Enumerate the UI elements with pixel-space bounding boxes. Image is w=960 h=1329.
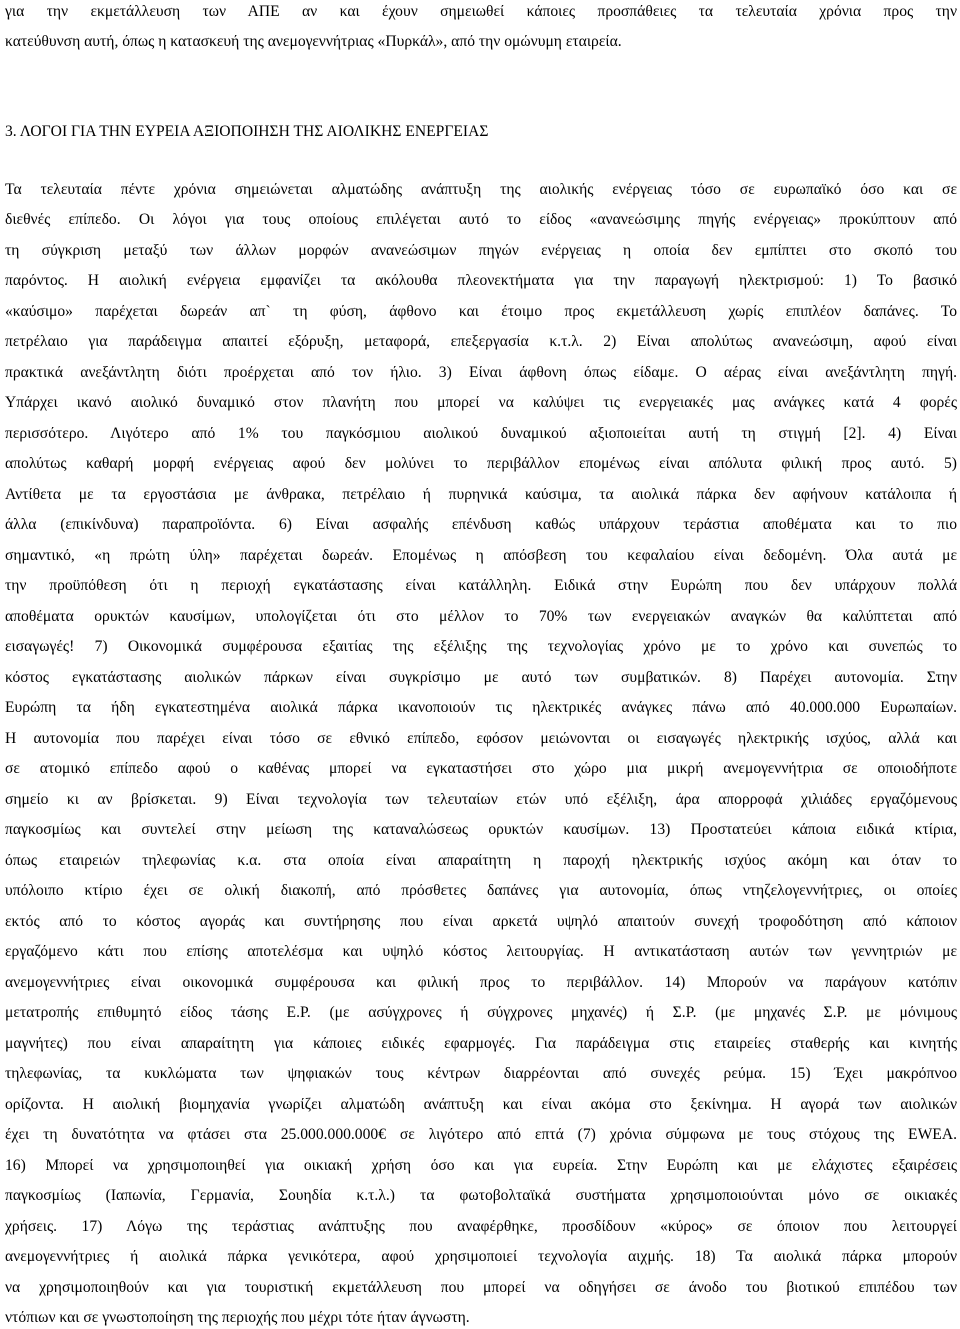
- body-line: πετρέλαιο για παράδειγμα απαιτεί εξόρυξη, μεταφορά, επεξεργασία κ.τ.λ. 2) Είναι απολύτως ανανεώσιμη, αφού είναι: [5, 333, 957, 350]
- body-line: Υπάρχει ικανό αιολικό δυναμικό στον πλανήτη που μπορεί να καλύψει τις ενεργειακές μας ανάγκες κατά 4 φορές: [5, 394, 957, 411]
- body-line: Τα τελευταία πέντε χρόνια σημειώνεται αλματώδης ανάπτυξη της αιολικής ενέργειας τόσο σε ευρωπαϊκό όσο και σε: [5, 181, 957, 198]
- body-line: Ευρώπη τα ήδη εγκατεστημένα αιολικά πάρκα ικανοποιούν τις ηλεκτρικές ανάγκες πάνω από 40.000.000 Ευρωπαίων.: [5, 699, 957, 716]
- body-line: περισσότερο. Λιγότερο από 1% του παγκόσμιου αιολικού δυναμικού αξιοποιείται αυτή τη στιγμή [2]. 4) Είναι: [5, 425, 957, 442]
- body-line: την προϋπόθεση ότι η περιοχή εγκατάστασης είναι κατάλληλη. Ειδικά στην Ευρώπη που δεν υπάρχουν πολλά: [5, 577, 957, 594]
- body-line: απολύτως καθαρή μορφή ενέργειας αφού δεν μολύνει το περιβάλλον επομένως είναι απόλυτα φιλική προς αυτό. 5): [5, 455, 957, 472]
- body-line: 16) Μπορεί να χρησιμοποιηθεί για οικιακή χρήση όσο και για ευρεία. Στην Ευρώπη και με ελάχιστες εξαιρέσεις: [5, 1157, 957, 1174]
- intro-line: για την εκμετάλλευση των ΑΠΕ αν και έχουν σημειωθεί κάποιες προσπάθειες τα τελευταία χρόνια προς την: [5, 3, 957, 20]
- body-line: μαγνήτες) που είναι απαραίτητη για κάποιες ειδικές εφαρμογές. Για παράδειγμα στις εταιρείες σταθερής και κινητής: [5, 1035, 957, 1052]
- body-line: «καύσιμο» παρέχεται δωρεάν απ` τη φύση, άφθονο και έτοιμο προς εκμετάλλευση χωρίς επιπλέον δαπάνες. Το: [5, 303, 957, 320]
- body-line: ανεμογεννήτριες είναι οικονομικά συμφέρουσα και φιλική προς το περιβάλλον. 14) Μπορούν να παράγουν κατόπιν: [5, 974, 957, 991]
- body-line: παρόντος. Η αιολική ενέργεια εμφανίζει τα ακόλουθα πλεονεκτήματα για την παραγωγή ηλεκτρισμού: 1) Το βασικό: [5, 272, 957, 289]
- body-line: ανεμογεννήτριες ή αιολικά πάρκα γενικότερα, αφού χρησιμοποιεί τεχνολογία αιχμής. 18) Τα αιολικά πάρκα μπορούν: [5, 1248, 957, 1265]
- body-line: τηλεφωνίας, τα κυκλώματα των ψηφιακών τους κέντρων διαρρέονται από συνεχές ρεύμα. 15) Έχει μακρόπνοο: [5, 1065, 957, 1082]
- body-line: χρήσεις. 17) Λόγω της τεράστιας ανάπτυξης που αναφέρθηκε, προσδίδουν «κύρος» σε όποιον που λειτουργεί: [5, 1218, 957, 1235]
- body-line: διεθνές επίπεδο. Οι λόγοι για τους οποίους επιλέγεται αυτό το είδος «ανανεώσιμης πηγής ενέργειας» προκύπτουν από: [5, 211, 957, 228]
- intro-line: κατεύθυνση αυτή, όπως η κατασκευή της ανεμογεννήτριας «Πυρκάλ», από την ομώνυμη εταιρεία.: [5, 33, 622, 50]
- body-line: ορίζοντα. Η αιολική βιομηχανία γνωρίζει αλματώδη ανάπτυξη και είναι ακόμα στο ξεκίνημα. Η αγορά των αιολικών: [5, 1096, 957, 1113]
- body-line: όπως εταιρειών τηλεφωνίας κ.α. στα οποία είναι απαραίτητη η παροχή ηλεκτρικής ισχύος ακόμη και όταν το: [5, 852, 957, 869]
- body-line: εκτός από το κόστος αγοράς και συντήρησης που είναι αρκετά υψηλό απαιτούν συνεχή τροφοδότηση από κάποιον: [5, 913, 957, 930]
- body-line: παγκοσμίως (Ιαπωνία, Γερμανία, Σουηδία κ.τ.λ.) τα φωτοβολταϊκά συστήματα χρησιμοποιούνται μόνο σε οικιακές: [5, 1187, 957, 1204]
- body-line: εισαγωγές! 7) Οικονομικά συμφέρουσα εξαιτίας της εξέλιξης της τεχνολογίας χρόνο με το χρόνο και συνεπώς το: [5, 638, 957, 655]
- body-line: άλλα (επικίνδυνα) παραπροϊόντα. 6) Είναι ασφαλής επένδυση καθώς υπάρχουν τεράστια αποθέματα και το πιο: [5, 516, 957, 533]
- section-heading: 3. ΛΟΓΟΙ ΓΙΑ ΤΗΝ ΕΥΡΕΙΑ ΑΞΙΟΠΟΙΗΣΗ ΤΗΣ ΑΙΟΛΙΚΗΣ ΕΝΕΡΓΕΙΑΣ: [5, 123, 489, 140]
- body-line: έχει τη δυνατότητα να φτάσει στα 25.000.000.000€ σε λιγότερο από επτά (7) χρόνια σύμφωνα με τους στόχους της EWEA.: [5, 1126, 957, 1143]
- body-line: υπόλοιπο κτίριο έχει σε ολική διακοπή, από πρόσθετες δαπάνες για αυτονομία, όπως ντηζελογεννήτριες, οι οποίες: [5, 882, 957, 899]
- body-line: να χρησιμοποιηθούν και για τουριστική εκμετάλλευση που μπορεί να οδηγήσει σε άνοδο του βιοτικού επιπέδου των: [5, 1279, 957, 1296]
- body-line: τη σύγκριση μεταξύ των άλλων μορφών ανανεώσιμων πηγών ενέργειας η οποία δεν εμπίπτει στο σκοπό του: [5, 242, 957, 259]
- body-line: μετατροπής επιθυμητό είδος τάσης Ε.Ρ. (με ασύγχρονες ή σύγχρονες μηχανές) ή Σ.Ρ. (με μηχανές Σ.Ρ. με μόνιμους: [5, 1004, 957, 1021]
- body-line: σε ατομικό επίπεδο αφού ο καθένας μπορεί να εγκαταστήσει στο χώρο μια μικρή ανεμογεννήτρια σε οποιοδήποτε: [5, 760, 957, 777]
- body-line: σημείο κι αν βρίσκεται. 9) Είναι τεχνολογία των τελευταίων ετών υπό εξέλιξη, άρα απορροφά χιλιάδες εργαζόμενους: [5, 791, 957, 808]
- body-line: παγκοσμίως και συντελεί στην μείωση της καταναλώσεως ορυκτών καυσίμων. 13) Προστατεύει κάποια ειδικά κτίρια,: [5, 821, 957, 838]
- body-line: πρακτικά ανεξάντλητη διότι προέρχεται από τον ήλιο. 3) Είναι άφθονη όπως είδαμε. Ο αέρας είναι ανεξάντλητη πηγή.: [5, 364, 957, 381]
- body-line: αποθέματα ορυκτών καυσίμων, υπολογίζεται ότι στο μέλλον το 70% των ενεργειακών αναγκών θα καλύπτεται από: [5, 608, 957, 625]
- body-line: Αντίθετα με τα εργοστάσια με άνθρακα, πετρέλαιο ή πυρηνικά καύσιμα, τα αιολικά πάρκα δεν αφήνουν κατάλοιπα ή: [5, 486, 957, 503]
- body-line: κόστος εγκατάστασης αιολικών πάρκων είναι συγκρίσιμο με αυτό των συμβατικών. 8) Παρέχει αυτονομία. Στην: [5, 669, 957, 686]
- body-line: σημαντικό, «η πρώτη ύλη» παρέχεται δωρεάν. Επομένως η απόσβεση του κεφαλαίου είναι δεδομένη. Όλα αυτά με: [5, 547, 957, 564]
- body-line: ντόπιων και σε γνωστοποίηση της περιοχής που μέχρι τότε ήταν άγνωστη.: [5, 1309, 470, 1326]
- body-line: εργαζόμενο κάτι που επίσης αποτελέσμα και υψηλό κόστος λειτουργίας. Η αντικατάσταση αυτών των γεννητριών με: [5, 943, 957, 960]
- body-line: Η αυτονομία που παρέχει είναι τόσο σε εθνικό επίπεδο, εφόσον μειώνονται οι εισαγωγές ηλεκτρικής ισχύος, αλλά και: [5, 730, 957, 747]
